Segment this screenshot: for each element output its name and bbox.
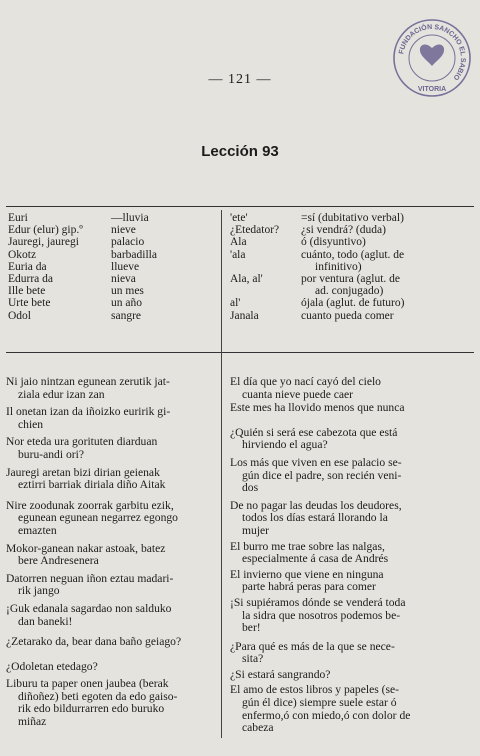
vocab-bottom-rule — [6, 352, 474, 353]
vocab-basque: Ala — [230, 236, 247, 249]
sentence-line: Liburu ta paper onen jaubea (berak — [6, 677, 169, 691]
sentence-line: eztirri barriak diriala diño Aitak — [18, 478, 166, 492]
vocab-spanish: —lluvia — [111, 212, 149, 224]
sentence-entry — [230, 597, 476, 635]
stamp-city: VITORIA — [417, 86, 447, 93]
sentence-entry — [6, 636, 218, 649]
sentence-entry — [230, 641, 476, 666]
sentence-entry — [6, 661, 218, 674]
sentence-line: todos los días estará llorando la — [242, 511, 388, 525]
sentence-entry — [6, 603, 218, 628]
sentence-line: enfermo,ó con miedo,ó con dolor de — [242, 708, 411, 722]
sentence-line: bere Andresenera — [18, 554, 99, 568]
vocab-spanish: barbadilla — [111, 248, 157, 261]
vocab-row — [8, 249, 218, 261]
sentence-line: ¿Para qué es más de la que se nece- — [230, 639, 395, 653]
vocab-row — [8, 212, 218, 224]
vocab-row — [230, 285, 476, 297]
basque-sentences — [6, 376, 218, 735]
spanish-sentences — [230, 376, 476, 741]
sentence-line: ¡Si supiéramos dónde se venderá toda — [230, 595, 406, 609]
vocab-spanish: infinitivo) — [315, 260, 362, 273]
vocab-spanish: sangre — [111, 309, 142, 322]
vocab-row — [230, 273, 476, 285]
sentence-entry — [230, 684, 476, 734]
sentence-entry — [6, 678, 218, 728]
vocab-spanish: un mes — [111, 285, 144, 298]
vocab-basque: Jauregi, jauregi — [8, 236, 79, 249]
sentence-line: Nor eteda ura gorituten diarduan — [6, 435, 158, 449]
sentence-line: Los más que viven en ese palacio se- — [230, 455, 402, 469]
vocab-row — [8, 273, 218, 285]
vocab-row — [230, 310, 476, 322]
sentence-line: Il onetan izan da iñoizko euririk gi- — [6, 405, 171, 419]
vocab-basque: Euri — [8, 212, 28, 224]
column-divider — [221, 210, 222, 738]
sentence-entry — [6, 376, 218, 401]
stamp-ring-text: FUNDACIÓN SANCHO EL SABIO — [398, 23, 467, 82]
vocab-basque: 'ala — [230, 248, 246, 261]
sentence-line: ¿Odoletan etedago? — [6, 659, 98, 673]
vocab-row — [8, 285, 218, 297]
sentence-line: De no pagar las deudas los deudores, — [230, 498, 402, 512]
sentence-line: gún dice el padre, son recién veni- — [242, 468, 402, 482]
sentence-line: gún él dice) siempre suele estar ó — [242, 696, 397, 710]
sentence-line: emazten — [18, 523, 57, 537]
sentence-line: ber! — [242, 621, 261, 635]
sentence-line: ziala edur izan zan — [18, 387, 105, 401]
vocab-row — [230, 224, 476, 236]
sentence-entry — [230, 500, 476, 538]
sentence-line: egunean egunean negarrez egongo — [18, 511, 178, 525]
top-rule — [6, 206, 474, 207]
sentence-line: parte habrá peras para comer — [242, 580, 376, 594]
vocab-row — [230, 249, 476, 261]
library-stamp-icon — [392, 18, 472, 98]
sentence-entry — [6, 500, 218, 538]
sentence-line: rik jango — [18, 584, 60, 598]
vocab-row — [8, 224, 218, 236]
vocab-basque: Odol — [8, 309, 31, 322]
sentence-entry — [6, 406, 218, 431]
vocab-spanish: cuanto pueda comer — [301, 309, 394, 322]
sentence-line: Datorren neguan iñon eztau madari- — [6, 571, 174, 585]
sentence-line: Ni jaio nintzan egunean zerutik jat- — [6, 375, 170, 388]
sentence-line: dos — [242, 481, 259, 495]
sentence-line: dan baneki! — [18, 614, 73, 628]
vocab-spanish: ¿si vendrá? (duda) — [301, 224, 386, 237]
vocab-basque: Ala, al' — [230, 272, 263, 285]
sentence-line: ¡Guk edanala sagardao non salduko — [6, 601, 172, 615]
sentence-line: sita? — [242, 652, 264, 666]
vocab-basque: Urte bete — [8, 297, 51, 310]
vocab-left — [8, 212, 218, 322]
vocab-spanish: ó (disyuntivo) — [301, 236, 366, 249]
vocab-basque: Ille bete — [8, 285, 46, 298]
sentence-line: cuanta nieve puede caer — [242, 387, 354, 401]
vocab-basque: Okotz — [8, 248, 37, 261]
sentence-line: ¿Zetarako da, bear dana baño geiago? — [6, 635, 182, 649]
vocab-spanish: palacio — [111, 236, 145, 249]
sentence-line: especialmente á casa de Andrés — [242, 552, 389, 566]
sentence-entry — [230, 427, 476, 452]
vocab-spanish: llueve — [111, 260, 140, 273]
vocab-spanish: por ventura (aglut. de — [301, 272, 400, 285]
sentence-line: ¿Si estará sangrando? — [230, 667, 331, 681]
vocab-spanish: cuánto, todo (aglut. de — [301, 248, 405, 261]
vocab-row — [8, 297, 218, 309]
sentence-line: El día que yo nací cayó del cielo — [230, 375, 381, 388]
vocab-row — [8, 236, 218, 248]
sentence-line: Nire zoodunak zoorrak garbitu ezik, — [6, 498, 174, 512]
sentence-entry — [230, 376, 476, 401]
vocab-spanish: ójala (aglut. de futuro) — [301, 297, 405, 310]
sentence-line: ¿Quién si será ese cabezota que está — [230, 425, 398, 439]
sentence-entry — [6, 436, 218, 461]
vocab-spanish: nieve — [111, 224, 136, 237]
vocab-spanish: un año — [111, 297, 142, 310]
sentence-entry — [6, 543, 218, 568]
sentence-entry — [230, 669, 476, 682]
sentence-line: El amo de estos libros y papeles (se- — [230, 683, 400, 697]
sentence-entry — [230, 569, 476, 594]
vocab-basque: Edur (elur) gip.º — [8, 224, 83, 237]
vocab-row — [230, 236, 476, 248]
vocab-row — [230, 297, 476, 309]
vocab-row — [8, 310, 218, 322]
sentence-line: Jauregi aretan bizi dirian geienak — [6, 465, 160, 479]
page-number: — 121 — — [208, 72, 272, 87]
vocab-spanish: ad. conjugado) — [315, 285, 384, 298]
sentence-entry — [230, 541, 476, 566]
vocab-basque: al' — [230, 297, 241, 310]
sentence-line: rik edo bildurrarren edo buruko — [18, 702, 165, 716]
sentence-line: miñaz — [18, 715, 47, 729]
sentence-entry — [230, 402, 476, 415]
vocab-spanish: =sí (dubitativo verbal) — [301, 212, 404, 224]
vocab-basque: Edurra da — [8, 272, 54, 285]
lesson-title: Lección 93 — [201, 143, 279, 160]
sentence-line: hirviendo el agua? — [242, 438, 328, 452]
vocab-basque: Euria da — [8, 260, 47, 273]
sentence-line: El burro me trae sobre las nalgas, — [230, 539, 385, 553]
vocab-basque: 'ete' — [230, 212, 248, 224]
vocab-basque: ¿Etedator? — [230, 224, 280, 237]
vocab-right — [230, 212, 476, 322]
vocab-basque: Janala — [230, 309, 259, 322]
sentence-line: cabeza — [242, 721, 274, 735]
sentence-line: la sidra que nosotros podemos be- — [242, 608, 401, 622]
sentence-entry — [6, 467, 218, 492]
sentence-line: chien — [18, 417, 44, 431]
sentence-line: buru-andi ori? — [18, 447, 84, 461]
sentence-line: Mokor-ganean nakar astoak, batez — [6, 541, 166, 555]
sentence-entry — [6, 573, 218, 598]
sentence-line: mujer — [242, 523, 270, 537]
sentence-line: Este mes ha llovido menos que nunca — [230, 401, 405, 415]
sentence-line: diñoñez) beti egoten da edo gaiso- — [18, 689, 178, 703]
vocab-row — [8, 261, 218, 273]
vocab-row — [230, 212, 476, 224]
vocab-spanish: nieva — [111, 272, 136, 285]
sentence-line: El invierno que viene en ninguna — [230, 567, 384, 581]
sentence-entry — [230, 457, 476, 495]
vocab-row — [230, 261, 476, 273]
